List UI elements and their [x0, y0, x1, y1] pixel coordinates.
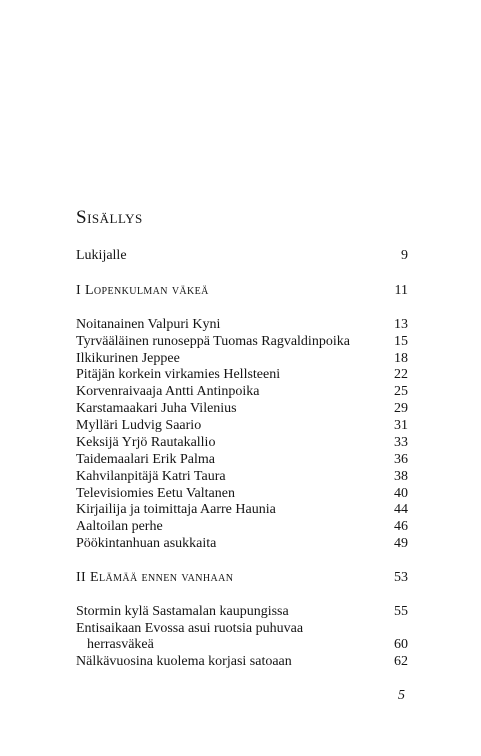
toc-entry-page: 38: [394, 469, 408, 484]
toc-entry-page: 18: [394, 351, 408, 366]
toc-entry-title: Taidemaalari Erik Palma: [76, 452, 215, 467]
toc-entry-page: 49: [394, 536, 408, 551]
toc-entry: [76, 247, 408, 265]
toc-entry-page: 60: [394, 637, 408, 652]
toc-entry: [76, 434, 408, 452]
toc-entry-page: 31: [394, 418, 408, 433]
toc-entry-page: 40: [394, 486, 408, 501]
toc-entry: [76, 468, 408, 486]
toc-entry: [76, 518, 408, 536]
toc-entry-page: 46: [394, 519, 408, 534]
toc-entry-title: herrasväkeä: [87, 637, 154, 652]
toc-entry-page: 9: [401, 248, 408, 263]
toc-entry-page: 62: [394, 654, 408, 669]
toc-entry-title: Ilkikurinen Jeppee: [76, 351, 180, 366]
toc-entry-title: Tyrvääläinen runoseppä Tuomas Ragvaldinpoika: [76, 334, 350, 349]
toc-entry-page: 36: [394, 452, 408, 467]
toc-section-heading: [76, 569, 408, 587]
toc-entry-title: Korvenraivaaja Antti Antinpoika: [76, 384, 260, 399]
toc-entry-page: 15: [394, 334, 408, 349]
toc-entry: [76, 451, 408, 469]
toc-heading: Sisällys: [76, 207, 143, 228]
toc-entry-title: Stormin kylä Sastamalan kaupungissa: [76, 604, 289, 619]
toc-entry-title: Aaltoilan perhe: [76, 519, 163, 534]
toc-entry: [76, 366, 408, 384]
toc-section-heading: [76, 282, 408, 300]
toc-entry-title: Pitäjän korkein virkamies Hellsteeni: [76, 367, 281, 382]
toc-entry-page: 33: [394, 435, 408, 450]
toc-section-page: 11: [394, 283, 408, 298]
toc-section-page: 53: [394, 570, 408, 585]
toc-entry-page: 44: [394, 502, 408, 517]
toc-entry-page: 13: [394, 317, 408, 332]
toc-entry-page: 29: [394, 401, 408, 416]
page-number: 5: [398, 688, 405, 703]
toc-entry: [76, 333, 408, 351]
toc-entry-page: 22: [394, 367, 408, 382]
toc-entry: [76, 316, 408, 334]
toc-entry: [76, 535, 408, 553]
toc-entry-title: Noitanainen Valpuri Kyni: [76, 317, 221, 332]
toc-entry: [76, 653, 408, 671]
toc-entry-title: Nälkävuosina kuolema korjasi satoaan: [76, 654, 292, 669]
toc-entry-page: 25: [394, 384, 408, 399]
toc-entry-page: 55: [394, 604, 408, 619]
toc-entry: [76, 501, 408, 519]
toc-entry-continuation: [76, 636, 408, 654]
toc-entry-title: Keksijä Yrjö Rautakallio: [76, 435, 216, 450]
toc-entry-title: Pöökintanhuan asukkaita: [76, 536, 217, 551]
toc-entry: [76, 400, 408, 418]
toc-entry: [76, 603, 408, 621]
toc-entry-title: Entisaikaan Evossa asui ruotsia puhuvaa: [76, 621, 304, 636]
toc-entry-title: Televisiomies Eetu Valtanen: [76, 486, 235, 501]
toc-section-title: II Elämää ennen vanhaan: [76, 570, 234, 585]
toc-entry-title: Kahvilanpitäjä Katri Taura: [76, 469, 226, 484]
toc-entry-title: Mylläri Ludvig Saario: [76, 418, 202, 433]
toc-entry-title: Karstamaakari Juha Vilenius: [76, 401, 237, 416]
toc-entry-title: Kirjailija ja toimittaja Aarre Haunia: [76, 502, 276, 517]
toc-section-title: I Lopenkulman väkeä: [76, 283, 209, 298]
toc-entry: [76, 417, 408, 435]
toc-entry: [76, 383, 408, 401]
toc-entry-title: Lukijalle: [76, 248, 127, 263]
